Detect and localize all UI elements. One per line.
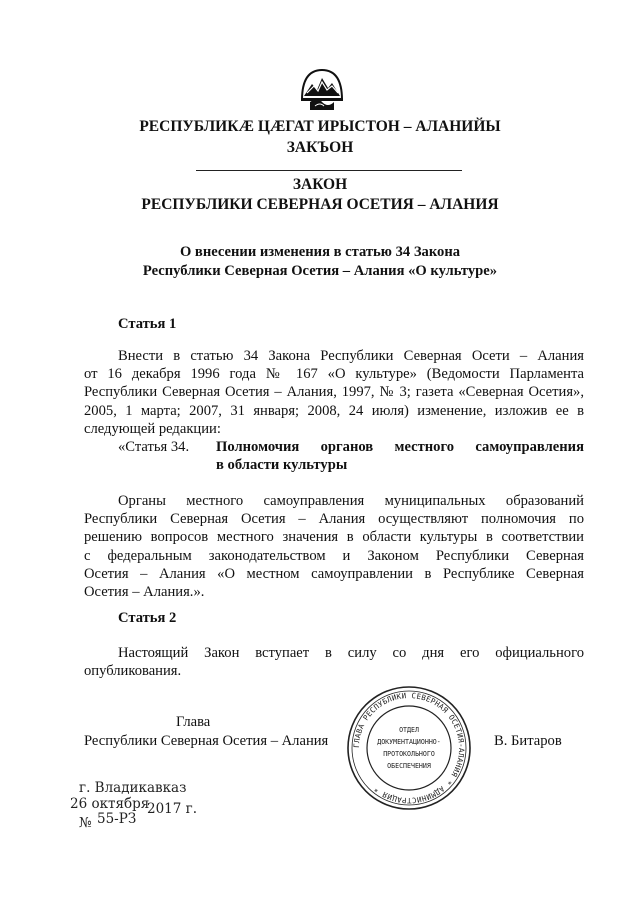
quoted-body-line: Органы местного самоуправления муниципальных образований <box>118 493 584 509</box>
place-of-signing: г. Владикавказ <box>79 780 187 796</box>
article-1-line: следующей редакции: <box>84 420 221 437</box>
quoted-body-line: Осетия – Алания.». <box>84 584 205 601</box>
article-2-heading: Статья 2 <box>118 610 177 626</box>
article-1-paragraph <box>84 347 584 438</box>
quoted-article-title-line1: Полномочия органов местного самоуправления <box>216 439 584 455</box>
stamp-inner-line: ПРОТОКОЛЬНОГО <box>383 750 435 758</box>
article-2-paragraph <box>84 644 584 680</box>
quoted-article-body <box>84 492 584 601</box>
article-1-heading: Статья 1 <box>118 316 177 332</box>
coat-of-arms-emblem <box>298 66 346 112</box>
quoted-body-line: с федеральным законодательством и Законом Республики Северная <box>84 547 584 564</box>
quoted-article-title-line2: в области культуры <box>216 457 348 474</box>
russian-republic-title: РЕСПУБЛИКИ СЕВЕРНАЯ ОСЕТИЯ – АЛАНИЯ <box>141 196 499 213</box>
header-divider <box>196 170 462 171</box>
quoted-body-line: Республики Северная Осетия – Алания осуществляют полномочия по <box>84 511 584 528</box>
law-number-prefix: № <box>79 815 92 831</box>
date-day-month: 26 октября <box>70 796 150 812</box>
quoted-article-prefix: «Статья 34. <box>118 439 190 455</box>
stamp-inner-line: ДОКУМЕНТАЦИОННО- <box>377 738 441 746</box>
article-1-line: от 16 декабря 1996 года № 167 «О культуре» (Ведомости Парламента <box>84 366 584 383</box>
law-subject-line1: О внесении изменения в статью 34 Закона <box>179 244 461 260</box>
article-1-line: Республики Северная Осетия – Алания, 1997, № 3; газета «Северная Осетия», <box>84 384 584 401</box>
signatory-position-line2: Республики Северная Осетия – Алания <box>84 733 329 749</box>
russian-law-title: ЗАКОН <box>292 176 348 193</box>
signatory-position-line1: Глава <box>176 714 211 730</box>
signatory-name: В. Битаров <box>494 733 562 749</box>
quoted-body-line: решению вопросов местного значения в области культуры в соответствии <box>84 529 584 546</box>
ossetian-republic-title: РЕСПУБЛИКӔ ЦӔГАТ ИРЫСТОН – АЛАНИЙЫ <box>139 118 501 135</box>
article-2-line: Настоящий Закон вступает в силу со дня его официального <box>118 645 584 661</box>
quoted-article-heading <box>118 438 584 474</box>
law-subject-line2: Республики Северная Осетия – Алания «О культуре» <box>142 263 498 279</box>
article-1-line: Внести в статью 34 Закона Республики Северная Осети – Алания <box>118 348 584 364</box>
official-stamp-icon <box>344 684 474 812</box>
stamp-outer-text: ГЛАВА РЕСПУБЛИКИ СЕВЕРНАЯ ОСЕТИЯ-АЛАНИЯ * АДМИНИСТРАЦИЯ * <box>351 690 467 806</box>
quoted-body-line: Осетия – Алания «О местном самоуправлении в Республике Северная <box>84 565 584 582</box>
stamp-inner-line: ОТДЕЛ <box>399 726 419 734</box>
date-year: 2017 г. <box>147 801 198 817</box>
stamp-inner-line: ОБЕСПЕЧЕНИЯ <box>387 762 431 770</box>
article-2-line: опубликования. <box>84 663 182 680</box>
ossetian-law-title: ЗАКЪОН <box>286 139 354 156</box>
svg-text:ГЛАВА РЕСПУБЛИКИ СЕВЕРНАЯ ОСЕТ <box>352 691 466 805</box>
article-1-line: 2005, 1 марта; 2007, 31 января; 2008, 24 июля) изменение, изложив ее в <box>84 402 584 419</box>
law-number: 55-РЗ <box>97 811 137 827</box>
